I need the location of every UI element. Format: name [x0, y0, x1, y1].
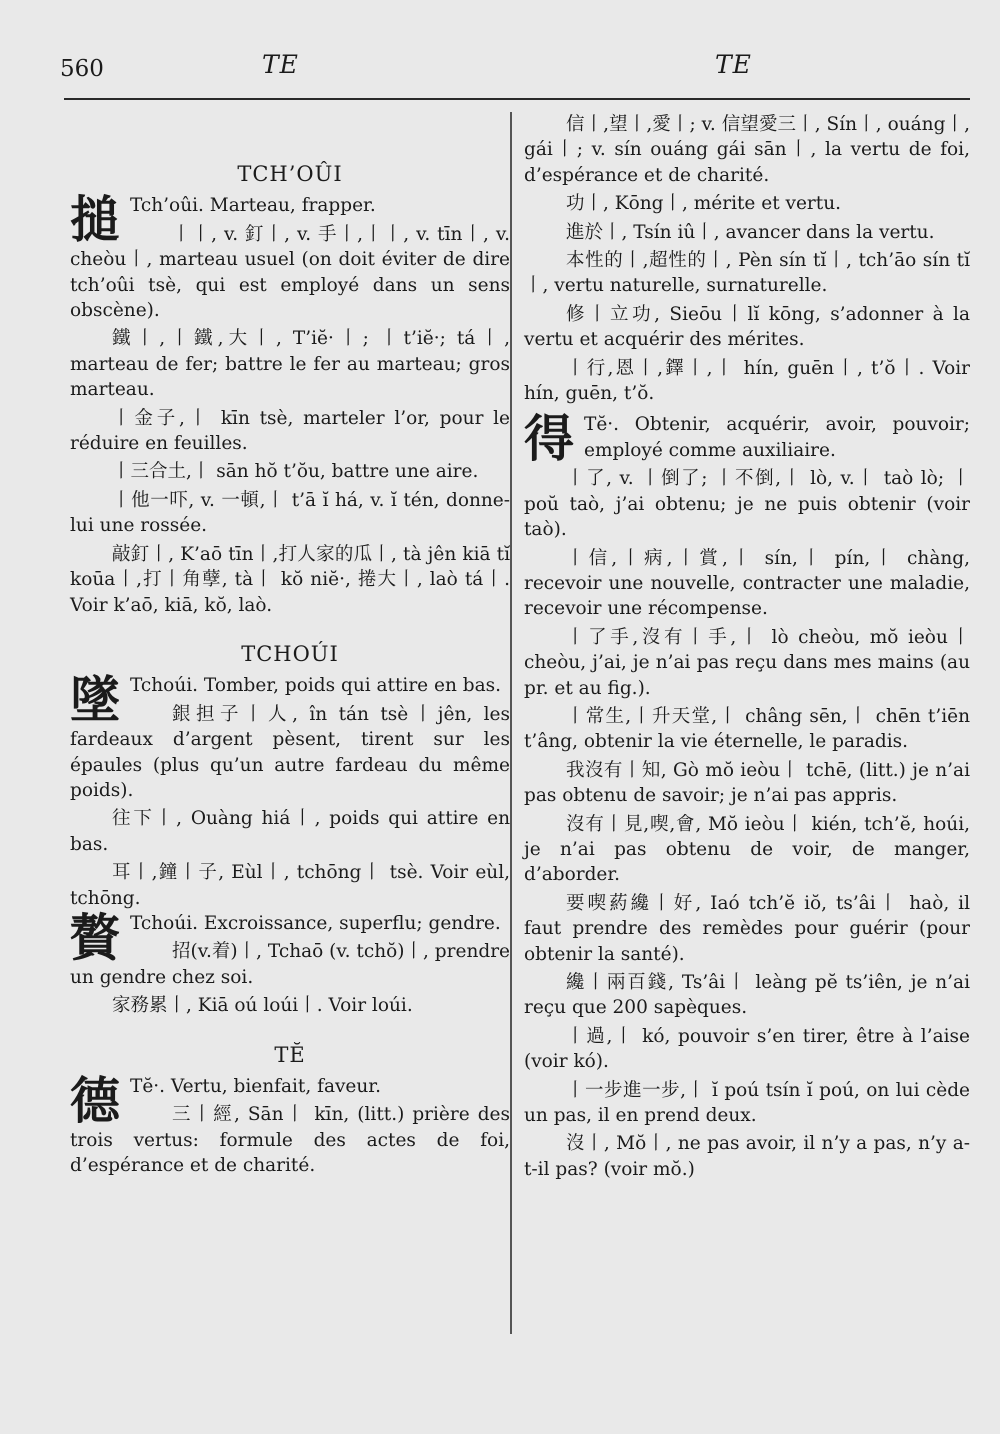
entry-paragraph: 丨信,丨病,丨賞,丨 sín,丨 pín,丨 chàng, recevoir une nouvelle, contracter une maladie, recevoir une récompense.: [524, 547, 970, 620]
entry-paragraph: 丨他一吓, v. 一頓,丨 t’ā ĭ há, v. ĭ tén, donne-lui une rossée.: [70, 489, 510, 537]
entry-character: 德: [70, 1071, 120, 1130]
entry-paragraph: 丨常生,丨升天堂,丨 châng sēn,丨 chēn t’iēn t’âng, obtenir la vie éternelle, le paradis.: [524, 705, 970, 753]
headword-tchouui: TCH’OÛI: [237, 162, 343, 186]
entry-character: 墜: [70, 670, 120, 730]
entry-paragraph: 敲釘丨, K’aō tīn丨,打人家的瓜丨, tà jên kiā tĭ koūa丨,打丨角孽, tà丨 kŏ niĕ·, 捲大丨, laò tá丨. Voir k’aō, kiā, kŏ, laò.: [70, 543, 510, 616]
entry-paragraph: 鐵丨,丨鐵,大丨, T’iĕ·丨; 丨t’iĕ·; tá丨, marteau de fer; battre le fer au marteau; gros marteau.: [70, 328, 510, 401]
entry-paragraph: 丨一步進一步,丨 ĭ poú tsín ĭ poú, on lui cède un pas, il en prend deux.: [524, 1079, 970, 1127]
entry-paragraph: 招(v.着)丨, Tchaō (v. tchŏ)丨, prendre un gendre chez soi.: [70, 941, 510, 988]
right-column: [524, 112, 970, 1182]
entry-paragraph: 丨過,丨 kó, pouvoir s’en tirer, être à l’aise (voir kó).: [524, 1025, 970, 1073]
column-divider: [510, 112, 512, 1334]
entry-paragraph: 功丨, Kōng丨, mérite et vertu.: [566, 193, 841, 215]
entry-paragraph: 本性的丨,超性的丨, Pèn sín tĭ丨, tch’āo sín tĭ丨, vertu naturelle, surnaturelle.: [524, 250, 970, 297]
entry-paragraph: 丨三合土,丨 sān hŏ t’ŏu, battre une aire.: [112, 461, 479, 483]
entry-tchoui-2: [70, 907, 510, 1019]
entry-tchouui: [70, 190, 510, 618]
entry-paragraph: 銀担子丨人, în tán tsè丨jên, les fardeaux d’argent pèsent, tirent sur les épaules (plus qu’un autre fardeau du même poids).: [70, 703, 510, 801]
running-head-left: TE: [262, 50, 299, 79]
entry-paragraph: 纔丨兩百錢, Ts’âi丨 leàng pĕ ts’iên, je n’ai reçu que 200 sapèques.: [524, 972, 970, 1019]
headword-tchoui: TCHOÚI: [241, 641, 339, 666]
entry-paragraph: 家務累丨, Kiā oú loúi丨. Voir loúi.: [112, 995, 413, 1017]
entry-character: 贅: [70, 907, 120, 967]
entry-paragraph: 丨丨, v. 釘丨, v. 手丨,丨丨, v. tīn丨, v. cheòu丨, marteau usuel (on doit éviter de dire tch’oûi tsè, qui est employé dans un sens obscène).: [70, 223, 510, 322]
entry-character: 搥: [70, 190, 120, 250]
left-column: [70, 112, 510, 1179]
entry-paragraph: 進於丨, Tsín iû丨, avancer dans la vertu.: [566, 221, 935, 243]
entry-paragraph: 丨了手,沒有丨手,丨 lò cheòu, mŏ ieòu丨 cheòu, j’ai, je n’ai pas reçu dans mes mains (au pr. et au fig.).: [524, 626, 970, 699]
headword-te: TĔ: [274, 1042, 306, 1067]
entry-definition: Tchoúi. Excroissance, superflu; gendre.: [130, 912, 501, 934]
entry-paragraph: 要喫葯纔丨好, Iaó tch’ĕ iŏ, ts’âi丨 haò, il faut prendre des remèdes pour guérir (pour obtenir la santé).: [524, 892, 970, 965]
entry-paragraph: 我沒有丨知, Gò mŏ ieòu丨 tchē, (litt.) je n’ai pas obtenu de savoir; je n’ai pas appris.: [524, 759, 970, 807]
entry-definition: Tch’oûi. Marteau, frapper.: [130, 195, 376, 217]
entry-paragraph: 耳丨,鐘丨子, Eùl丨, tchōng丨 tsè. Voir eùl, tchōng.: [70, 862, 510, 909]
entry-paragraph: 沒有丨見,喫,會, Mŏ ieòu丨 kién, tch’ĕ, hoúi, je n’ai pas obtenu de voir, de manger, d’aborder.: [524, 813, 970, 886]
entry-paragraph: 信丨,望丨,愛丨; v. 信望愛三丨, Sín丨, ouáng丨, gái丨; v. sín ouáng gái sān丨, la vertu de foi, d’espérance et de charité.: [524, 114, 970, 186]
entry-te-virtue: [70, 1071, 510, 1179]
entry-definition: Tchoúi. Tomber, poids qui attire en bas.: [130, 675, 502, 697]
entry-definition: Tĕ·. Vertu, bienfait, faveur.: [130, 1076, 381, 1097]
page-number: 560: [60, 56, 104, 82]
header-rule: [64, 98, 970, 100]
entry-paragraph: 丨金子,丨 kīn tsè, marteler l’or, pour le réduire en feuilles.: [70, 407, 510, 455]
entry-definition: Tĕ·. Obtenir, acquérir, avoir, pouvoir; employé comme auxiliaire.: [584, 414, 970, 461]
entry-paragraph: 丨行,恩丨,鐸丨,丨 hín, guēn丨, t’ŏ丨. Voir hín, guēn, t’ŏ.: [524, 357, 970, 405]
entry-te-obtain: [524, 409, 970, 469]
entry-paragraph: 三丨經, Sān丨 kīn, (litt.) prière des trois vertus: formule des actes de foi, d’espérance et de charité.: [70, 1104, 510, 1177]
entry-tchoui-1: [70, 670, 510, 911]
entry-paragraph: 往下丨, Ouàng hiá丨, poids qui attire en bas.: [70, 808, 510, 855]
running-head-right: TE: [715, 50, 752, 79]
entry-paragraph: 丨了, v. 丨倒了; 丨不倒,丨 lò, v.丨 taò lò; 丨 poŭ taò, j’ai obtenu; je ne puis obtenir (voir taò).: [524, 468, 970, 541]
entry-character: 得: [524, 409, 574, 469]
entry-paragraph: 修丨立功, Sieōu丨lĭ kōng, s’adonner à la vertu et acquérir des mérites.: [524, 303, 970, 351]
entry-paragraph: 沒丨, Mŏ丨, ne pas avoir, il n’y a pas, n’y a-t-il pas? (voir mŏ.): [524, 1133, 970, 1180]
